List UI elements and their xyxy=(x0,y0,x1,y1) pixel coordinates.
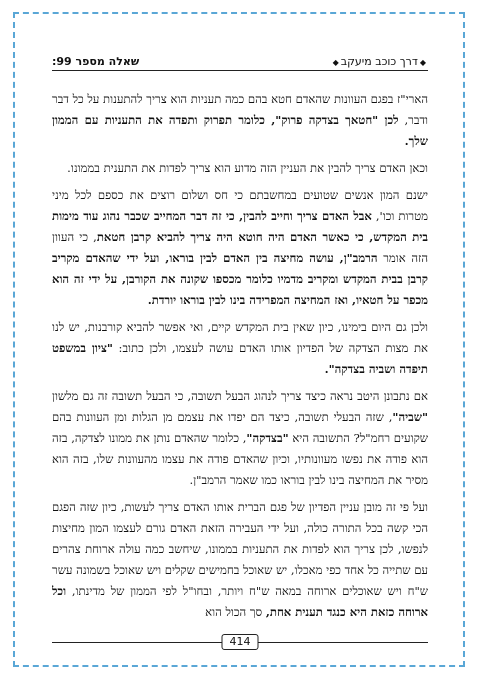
book-title-text: דרך כוכב מיעקב xyxy=(340,55,418,68)
text-run: , שזה הבעלי תשובה, כיצד הם יפדו את עצמם מן הגלות ומן העוונות בהם שקועים רחמ"ל? התשובה היא xyxy=(52,410,428,445)
paragraph xyxy=(52,89,428,152)
bold-text-run: לכן "חטאך בצדקה פרוק", כלומר תפרוק ותפדה את התעניות עם הממון שלך. xyxy=(52,113,428,148)
bullet-icon: ◆ xyxy=(332,57,339,67)
text-run: הארי"ז בפגם העוונות שהאדם חטא בהם כמה תעניות הוא צריך להתענות על כל דבר ודבר, xyxy=(52,92,428,127)
paragraph xyxy=(52,386,428,491)
text-run: ישנם המון אנשים שטועים במחשבתם כי חס ושלום רוצים את כספם לכל מיני מטרות וכו', xyxy=(52,188,428,223)
bold-text-run: "ציון במשפט תיפדה ושביה בצדקה". xyxy=(52,341,428,376)
paragraph xyxy=(52,497,428,623)
bold-text-run: "בצדקה" xyxy=(246,431,289,445)
text-run: , כלומר שהאדם נותן את ממונו לצדקה, בזה הוא פודה את נפשו מעוונותיו, וכיון שהאדם פודה את עצמו מהעוונות שלו, בזה הוא מסיר את המחיצה בינו לבין בוראו כמו שאמר הרמב"ן. xyxy=(52,431,428,487)
page-number: 414 xyxy=(222,634,259,650)
text-run: ועל פי זה מובן עניין הפדיון של פגם הברית אותו האדם צריך לעשות, כיון שזה הפגם הכי קשה בכל התורה כולה, ועל ידי העבירה הזאת האדם גורם לעצמו המון מחיצות לנפשו, לכן צריך הוא לפדות את התעניות בממונו, שיחשב כמה עולה ארוחת צהרים עם שתייה כל אחד כפי מאכלו, יש שאוכל בחמישים שקלים ויש שאוכל בשמונה עשר ש"ח ויש שאוכלים ארוחה במאה ש"ח ויותר, ובחו"ל לפי הממון של מדינתו, xyxy=(52,500,428,598)
text-run: סך הכול הוא xyxy=(205,605,266,619)
bullet-icon: ◆ xyxy=(419,57,426,67)
text-run: וכאן האדם צריך להבין את העניין הזה מדוע הוא צריך לפדות את התענית בממונו. xyxy=(67,161,428,175)
bold-text-run: וכל ארוחה כזאת היא כנגד תענית אחת, xyxy=(52,584,428,619)
bold-text-run: אבל האדם צריך וחייב להבין, כי זה דבר המחייב שכבר נהוג עוד מימות בית המקדש, כי כאשר האדם היה חוטא היה צריך להביא קרבן חטאת xyxy=(52,209,428,244)
bold-text-run: הרמב"ן, עושה מחיצה בין האדם לבין בוראו, ועל ידי שהאדם מקריב קרבן בבית המקדש ומקריב מדמיו כלומר מכספו שקונה את הקורבן, על ידי זה הוא מכפר על חטאיו, ואז המחיצה המפרידה בינו לבין בוראו יורדת. xyxy=(52,251,428,307)
paragraph xyxy=(52,317,428,380)
paragraph xyxy=(52,158,428,179)
paragraph xyxy=(52,185,428,311)
text-run: אם נתבונן היטב נראה כיצד צריך לנהוג הבעל תשובה, כי הבעל תשובה זה גם מלשון xyxy=(52,389,428,403)
text-run: ולכן גם היום בימינו, כיון שאין בית המקדש קיים, ואי אפשר להביא קורבנות, יש לנו את מצות הצדקה של הפדיון אותו האדם עושה לעצמו, ולכן כתוב: xyxy=(52,320,428,355)
bold-text-run: "שביה" xyxy=(392,410,428,424)
question-number: שאלה מספר 99: xyxy=(52,55,140,68)
main-text xyxy=(52,89,428,629)
page-footer xyxy=(52,636,428,650)
running-header xyxy=(52,50,428,71)
text-run: , כי העוון הזה אומר xyxy=(52,230,428,265)
book-title xyxy=(331,55,428,70)
